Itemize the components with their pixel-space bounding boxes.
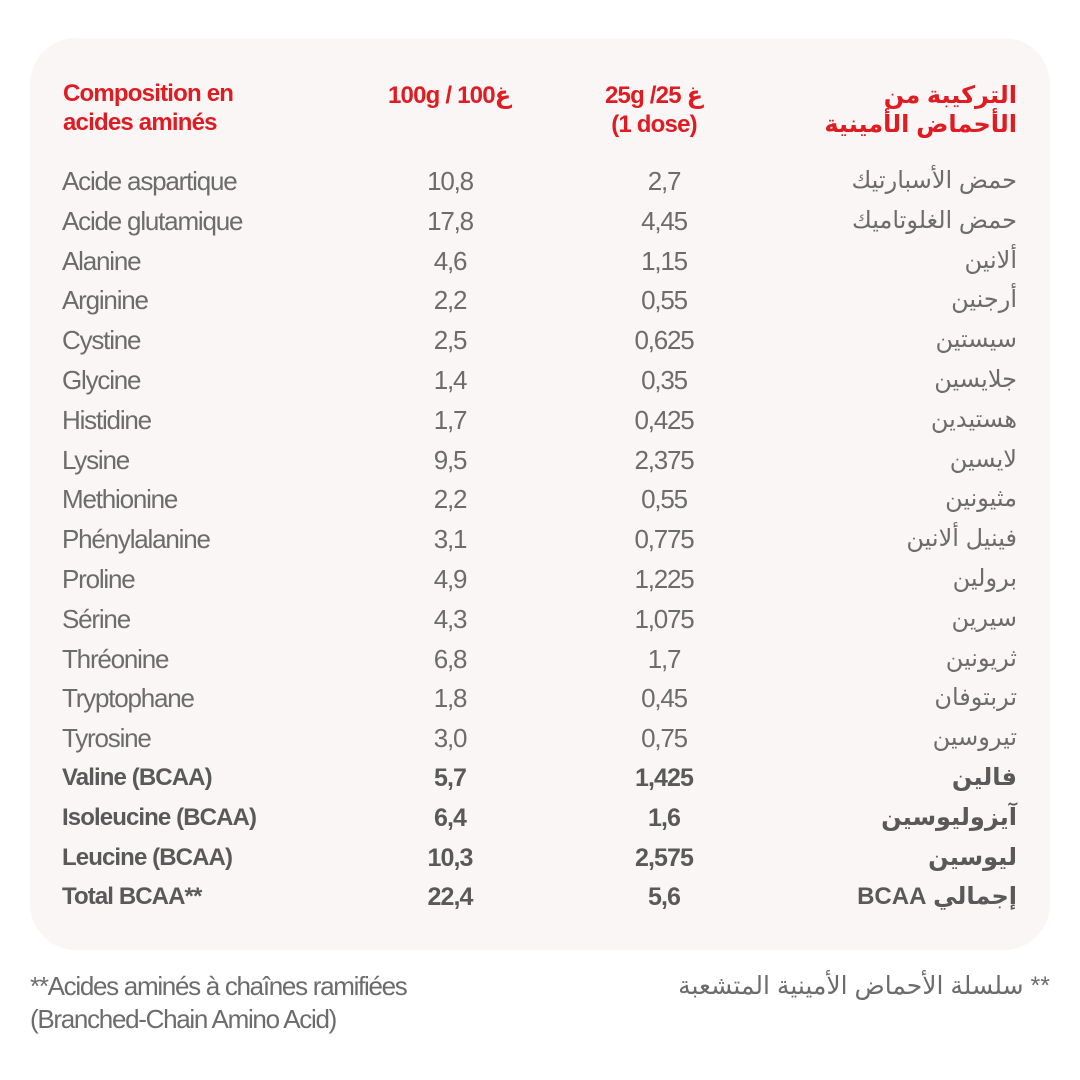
amino-acid-name-arabic: سيستين [935,326,1017,354]
value-per-25g: 2,375 [634,444,694,475]
table-row [0,639,1080,679]
value-per-25g: 4,45 [641,205,687,236]
amino-acid-name-arabic: سيرين [951,604,1017,632]
value-per-25g: 1,425 [634,763,694,792]
amino-acid-name-arabic: برولين [952,564,1017,592]
amino-acid-table [0,161,1080,917]
amino-acid-name-french: Glycine [62,364,141,395]
value-per-25g: 0,45 [641,683,687,714]
amino-acid-name-arabic: فينيل ألانين [906,525,1017,553]
amino-acid-name-french: Histidine [62,404,151,435]
header-per-100g-label: 100g / 100غ [388,82,512,109]
value-per-100g: 4,6 [433,245,467,276]
footnote-french-line2: (Branched-Chain Amino Acid) [30,1004,336,1034]
table-row [0,360,1080,400]
amino-acid-name-arabic: أرجنين [951,286,1017,314]
amino-acid-name-arabic: تربتوفان [934,684,1017,712]
amino-acid-name-french: Tyrosine [62,723,151,754]
value-per-25g: 1,7 [647,643,681,674]
amino-acid-name-french: Acide aspartique [62,166,237,196]
value-per-25g: 1,225 [634,563,694,594]
amino-acid-name-french: Cystine [62,325,141,356]
value-per-100g: 3,0 [433,723,467,754]
value-per-25g: 0,775 [634,524,694,555]
header-arabic-line2: الأحماض الأمينية [824,111,1017,138]
table-row [0,241,1080,281]
header-per-25g [586,81,722,139]
table-row [0,479,1080,519]
amino-acid-name-arabic: فالين [951,763,1017,791]
amino-acid-name-french: Tryptophane [62,683,194,714]
value-per-25g: 1,6 [647,803,681,832]
value-per-25g: 1,15 [641,245,687,276]
header-french-line2: acides aminés [63,109,217,136]
value-per-100g: 1,7 [433,404,467,435]
value-per-100g: 9,5 [433,444,467,475]
header-per-100g [388,81,511,110]
amino-acid-name-arabic: تيروسين [932,724,1017,752]
value-per-100g: 5,7 [433,763,467,792]
value-per-25g: 0,35 [641,364,687,395]
amino-acid-name-arabic: حمض الأسبارتيك [851,167,1017,194]
value-per-100g: 3,1 [433,524,467,555]
value-per-25g: 2,7 [647,166,681,196]
table-row [0,838,1080,878]
value-per-25g: 0,55 [641,285,687,316]
value-per-25g: 1,075 [634,603,694,634]
table-row [0,161,1080,201]
amino-acid-name-french: Isoleucine (BCAA) [62,803,257,831]
amino-acid-name-french: Proline [62,563,135,594]
header-french [63,79,233,137]
value-per-100g: 6,8 [433,643,467,674]
amino-acid-name-arabic: إجمالي BCAA [857,883,1017,911]
table-row [0,201,1080,241]
footnote-french [30,970,406,1036]
value-per-100g: 4,3 [433,603,467,634]
table-row [0,400,1080,440]
amino-acid-name-arabic: جلايسين [934,365,1017,393]
value-per-100g: 2,2 [433,285,467,316]
header-per-25g-line2: (1 dose) [611,111,697,138]
value-per-100g: 10,3 [427,843,473,872]
value-per-25g: 0,75 [641,723,687,754]
amino-acid-name-arabic: حمض الغلوتاميك [852,206,1017,234]
value-per-25g: 0,55 [641,484,687,515]
header-arabic [824,81,1017,139]
header-per-25g-line1: 25g /25 غ [604,82,704,109]
amino-acid-name-arabic: ثريونين [945,644,1017,672]
value-per-100g: 17,8 [427,205,473,236]
table-row [0,440,1080,480]
value-per-25g: 0,425 [634,404,694,435]
table-row [0,798,1080,838]
value-per-100g: 2,5 [433,325,467,356]
table-row [0,559,1080,599]
footnote-arabic: ** سلسلة الأحماض الأمينية المتشعبة [678,972,1050,1000]
table-row [0,519,1080,559]
value-per-100g: 22,4 [427,883,473,912]
value-per-100g: 4,9 [433,563,467,594]
amino-acid-name-french: Total BCAA** [62,883,202,911]
table-row [0,280,1080,320]
amino-acid-name-french: Leucine (BCAA) [62,843,233,871]
value-per-100g: 10,8 [427,166,473,196]
amino-acid-name-french: Thréonine [62,643,169,674]
amino-acid-name-arabic: مثيونين [945,485,1017,513]
amino-acid-name-french: Acide glutamique [62,205,243,236]
value-per-100g: 1,8 [433,683,467,714]
value-per-25g: 2,575 [634,843,694,872]
amino-acid-name-arabic: هستيدين [930,405,1017,433]
value-per-100g: 2,2 [433,484,467,515]
amino-acid-name-arabic: لايسين [949,445,1017,473]
value-per-100g: 1,4 [433,364,467,395]
value-per-100g: 6,4 [433,803,467,832]
amino-acid-name-french: Methionine [62,484,178,515]
amino-acid-name-french: Arginine [62,285,148,316]
amino-acid-name-french: Sérine [62,603,130,634]
amino-acid-name-arabic: ألانين [964,246,1017,274]
amino-acid-name-arabic: آيزوليوسين [881,803,1017,831]
table-row [0,877,1080,917]
amino-acid-name-french: Valine (BCAA) [62,763,212,791]
value-per-25g: 0,625 [634,325,694,356]
table-row [0,678,1080,718]
amino-acid-name-arabic: ليوسين [928,843,1017,871]
header-arabic-line1: التركيبة من [883,82,1017,109]
amino-acid-name-french: Alanine [62,245,141,276]
table-row [0,599,1080,639]
amino-acid-name-french: Phénylalanine [62,524,210,555]
amino-acid-name-french: Lysine [62,444,129,475]
table-row [0,320,1080,360]
header-french-line1: Composition en [63,80,234,107]
table-row [0,758,1080,798]
value-per-25g: 5,6 [647,883,681,912]
table-row [0,718,1080,758]
footnote-french-line1: **Acides aminés à chaînes ramifiées [30,971,407,1001]
